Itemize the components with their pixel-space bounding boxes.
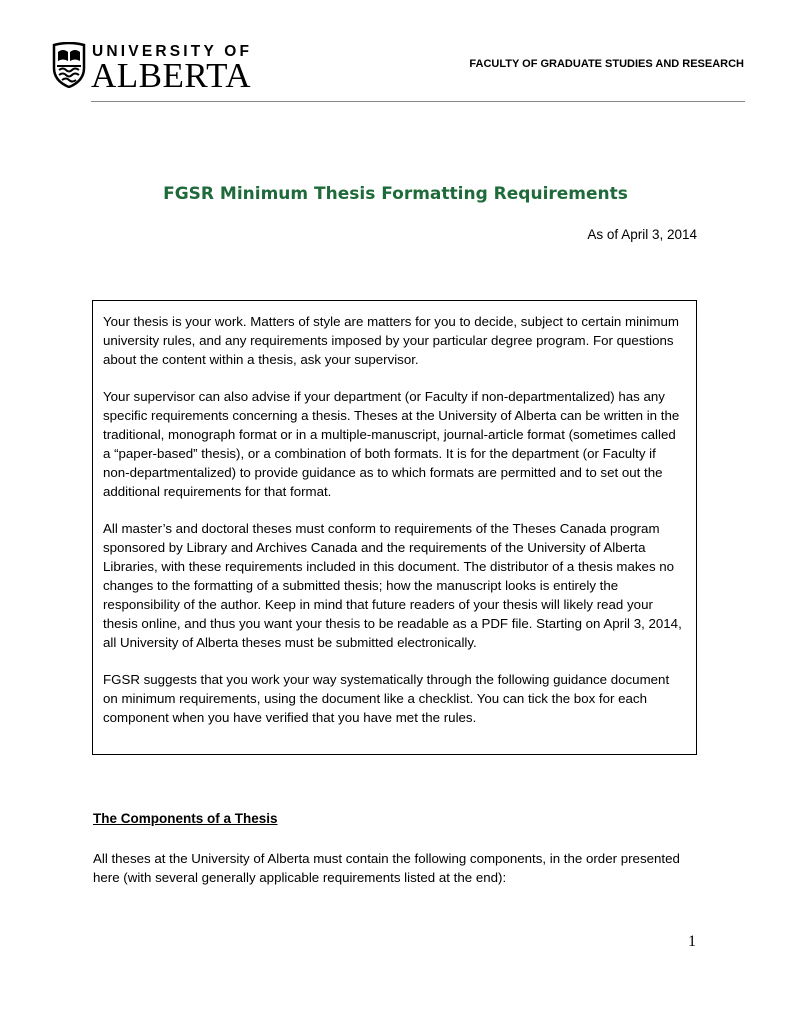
university-logo (52, 42, 253, 95)
intro-paragraph: All master’s and doctoral theses must conform to requirements of the Theses Canada program sponsored by Library and Archives Canada and the requirements of the University of Alberta Libraries, with these requirements included in this document. The distributor of a thesis makes no changes to the formatting of a submitted thesis; how the manuscript looks is entirely the responsibility of the author. Keep in mind that future readers of your thesis will likely read your thesis online, and thus you want your thesis to be readable as a PDF file. Starting on April 3, 2014, all University of Alberta theses must be submitted electronically. (103, 521, 682, 650)
page-number: 1 (688, 933, 696, 950)
intro-paragraph: Your supervisor can also advise if your department (or Faculty if non-departmentalized) has any specific requirements concerning a thesis. Theses at the University of Alberta can be written in the traditional, monograph format or in a multiple-manuscript, journal-article format (sometimes called a “paper-based” thesis), or a combination of both formats. It is for the department (or Faculty if non-departmentalized) to provide guidance as to which formats are permitted and to set out the additional requirements for that format. (103, 389, 680, 499)
intro-box (92, 300, 697, 755)
section-text: All theses at the University of Alberta must contain the following components, in the order presented here (with several generally applicable requirements listed at the end): (93, 851, 680, 885)
header-divider (91, 101, 745, 102)
faculty-name: FACULTY OF GRADUATE STUDIES AND RESEARCH (469, 58, 744, 70)
logo-text-university-of: UNIVERSITY OF (92, 43, 253, 60)
intro-paragraph: Your thesis is your work. Matters of style are matters for you to decide, subject to certain minimum university rules, and any requirements imposed by your particular degree program. For questions about the content within a thesis, ask your supervisor. (103, 314, 679, 367)
intro-paragraph: FGSR suggests that you work your way systematically through the following guidance document on minimum requirements, using the document like a checklist. You can tick the box for each component when you have verified that you have met the rules. (103, 672, 670, 725)
document-title: FGSR Minimum Thesis Formatting Requirements (163, 184, 628, 204)
university-crest-icon (52, 42, 86, 88)
section-heading: The Components of a Thesis (93, 811, 278, 826)
page-header (0, 0, 791, 104)
document-date: As of April 3, 2014 (587, 227, 697, 242)
logo-text-alberta: ALBERTA (91, 56, 251, 95)
